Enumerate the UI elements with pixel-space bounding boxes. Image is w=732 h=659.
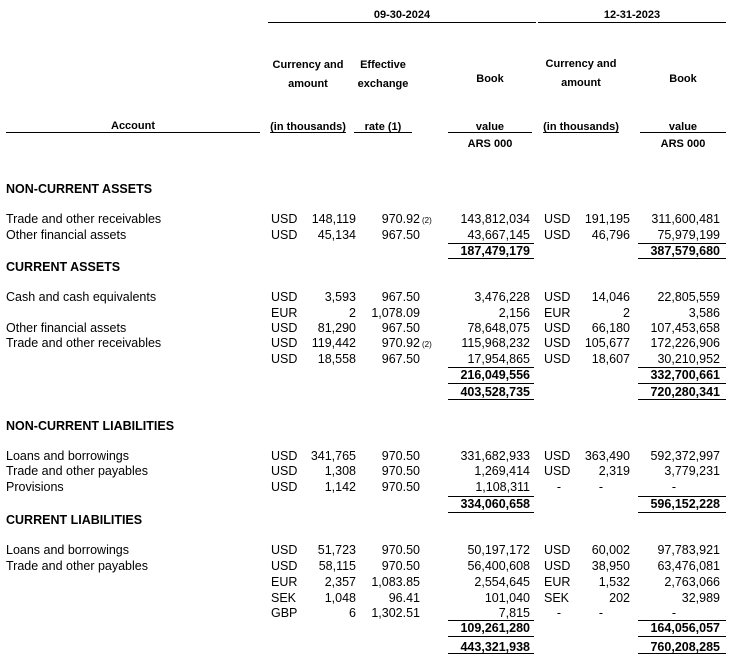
row-amount2: 202 [609, 591, 630, 605]
period1-rule [268, 22, 536, 23]
section-current-assets: CURRENT ASSETS [6, 260, 121, 274]
row-account: Loans and borrowings [6, 449, 129, 463]
rule [638, 383, 726, 384]
row-amount2: - [598, 480, 604, 494]
row-amount1: 51,723 [317, 543, 356, 557]
row-book1: 101,040 [484, 591, 530, 605]
row-account: Loans and borrowings [6, 543, 129, 557]
row-book2: 75,979,199 [657, 228, 720, 242]
row-book2: 592,372,997 [650, 449, 720, 463]
row-book1: 3,476,228 [474, 290, 530, 304]
col-rate-l2: exchange [357, 78, 409, 90]
row-book2: 22,805,559 [657, 290, 720, 304]
row-rate: 967.50 [381, 321, 420, 335]
row-book2: 30,210,952 [657, 352, 720, 366]
row-currency2: EUR [544, 575, 571, 589]
row-book1: 17,954,865 [467, 352, 530, 366]
row-book1: 7,815 [498, 606, 530, 620]
row-amount1: 58,115 [318, 559, 356, 573]
col-currency2-l2: amount [561, 77, 601, 89]
col-book-unit: ARS 000 [467, 138, 513, 150]
row-book1: 331,682,933 [460, 449, 530, 463]
row-account: Trade and other payables [6, 464, 148, 478]
total-assets-book2: 720,280,341 [650, 385, 720, 399]
rule [448, 383, 534, 384]
col-rate-l3: rate (1) [364, 121, 402, 133]
section-non-current-liabilities: NON-CURRENT LIABILITIES [6, 419, 175, 433]
row-rate: 1,083.85 [371, 575, 420, 589]
row-currency1: USD [271, 464, 298, 478]
rule [638, 258, 726, 259]
row-currency1: USD [271, 480, 298, 494]
row-currency2: USD [544, 321, 571, 335]
row-rate: 970.92 [381, 212, 420, 226]
row-book1: 1,108,311 [475, 480, 530, 494]
row-currency2: USD [544, 543, 571, 557]
row-amount1: 119,442 [311, 336, 356, 350]
row-account: Other financial assets [6, 321, 127, 335]
row-currency2: - [556, 606, 562, 620]
row-book2: 3,586 [688, 306, 720, 320]
row-account: Trade and other receivables [6, 336, 162, 350]
row-account: Provisions [6, 480, 64, 494]
row-note: (2) [422, 216, 432, 225]
col-book-l1: Book [476, 73, 504, 85]
row-rate: 970.50 [381, 464, 420, 478]
row-currency1: GBP [271, 606, 298, 620]
rule [448, 496, 534, 497]
col-currency-l2: amount [288, 78, 328, 90]
col-currency2-l3: (in thousands) [543, 121, 619, 133]
rule [448, 512, 534, 513]
col-account: Account [111, 120, 155, 132]
row-amount1: 18,558 [317, 352, 356, 366]
col-currency-l1: Currency and [272, 59, 344, 71]
row-amount2: 18,607 [591, 352, 630, 366]
row-book2: 311,600,481 [651, 212, 720, 226]
section-current-liabilities: CURRENT LIABILITIES [6, 513, 143, 527]
row-currency1: USD [271, 321, 298, 335]
row-book2: - [671, 606, 677, 620]
row-currency1: USD [271, 352, 298, 366]
row-currency2: USD [544, 228, 571, 242]
row-amount1: 2 [349, 306, 356, 320]
row-account: Trade and other payables [6, 559, 148, 573]
row-amount2: 1,532 [598, 575, 630, 589]
row-amount1: 1,048 [324, 591, 356, 605]
row-amount1: 81,290 [317, 321, 356, 335]
row-currency1: EUR [271, 575, 298, 589]
row-book1: 43,667,145 [467, 228, 530, 242]
section-non-current-assets: NON-CURRENT ASSETS [6, 182, 153, 196]
row-currency1: USD [271, 449, 298, 463]
col-rate-l1: Effective [360, 59, 406, 71]
row-amount1: 1,308 [324, 464, 356, 478]
rule [448, 636, 534, 637]
row-book2: 32,989 [681, 591, 720, 605]
row-amount2: 46,796 [591, 228, 630, 242]
rule [638, 496, 726, 497]
row-amount1: 3,593 [324, 290, 356, 304]
row-rate: 96.41 [388, 591, 420, 605]
row-rate: 970.50 [381, 480, 420, 494]
col-book-rule [448, 132, 532, 133]
row-rate: 970.92 [381, 336, 420, 350]
row-account: Trade and other receivables [6, 212, 162, 226]
rule [448, 258, 534, 259]
col-account-rule [6, 132, 260, 133]
row-currency1: USD [271, 212, 298, 226]
row-book1: 2,156 [498, 306, 530, 320]
row-currency1: USD [271, 290, 298, 304]
total-liab-book1: 443,321,938 [460, 640, 530, 654]
rule [638, 653, 726, 654]
total-nca-book2: 387,579,680 [650, 244, 720, 258]
total-ca-book1: 216,049,556 [460, 368, 530, 382]
rule [638, 620, 726, 621]
rule [448, 653, 534, 654]
rule [638, 512, 726, 513]
row-currency2: USD [544, 212, 571, 226]
row-currency1: SEK [271, 591, 297, 605]
total-nca-book1: 187,479,179 [460, 244, 530, 258]
period2-label: 12-31-2023 [603, 9, 661, 21]
row-currency1: USD [271, 336, 298, 350]
total-cl-book2: 164,056,057 [650, 621, 720, 635]
row-currency1: USD [271, 228, 298, 242]
row-book2: - [671, 480, 677, 494]
row-amount2: - [598, 606, 604, 620]
row-amount1: 2,357 [324, 575, 356, 589]
row-rate: 970.50 [381, 449, 420, 463]
row-amount1: 341,765 [310, 449, 356, 463]
row-amount2: 105,677 [584, 336, 630, 350]
col-currency-l3: (in thousands) [270, 121, 346, 133]
row-amount2: 14,046 [591, 290, 630, 304]
row-currency2: - [556, 480, 562, 494]
rule [638, 243, 726, 244]
row-rate: 967.50 [381, 228, 420, 242]
row-currency2: USD [544, 449, 571, 463]
row-amount1: 1,142 [324, 480, 356, 494]
total-ncl-book1: 334,060,658 [460, 497, 530, 511]
col-rate-rule [354, 132, 412, 133]
row-book1: 50,197,172 [467, 543, 530, 557]
row-currency2: USD [544, 464, 571, 478]
row-currency2: EUR [544, 306, 571, 320]
rule [638, 636, 726, 637]
col-book2-l2: value [668, 121, 698, 133]
total-liab-book2: 760,208,285 [650, 640, 720, 654]
row-book1: 143,812,034 [460, 212, 530, 226]
row-book1: 2,554,645 [474, 575, 530, 589]
row-book1: 115,968,232 [461, 336, 530, 350]
row-rate: 967.50 [381, 290, 420, 304]
row-currency2: USD [544, 336, 571, 350]
rule [638, 399, 726, 400]
period2-rule [538, 22, 726, 23]
row-book1: 56,400,608 [467, 559, 530, 573]
row-book1: 1,269,414 [474, 464, 530, 478]
row-book2: 97,783,921 [657, 543, 720, 557]
row-amount2: 60,002 [591, 543, 630, 557]
row-rate: 1,302.51 [371, 606, 420, 620]
total-ca-book2: 332,700,661 [650, 368, 720, 382]
row-currency1: EUR [271, 306, 298, 320]
row-amount1: 148,119 [311, 212, 356, 226]
row-currency2: USD [544, 290, 571, 304]
row-book2: 2,763,066 [664, 575, 720, 589]
row-book1: 78,648,075 [467, 321, 530, 335]
col-book2-unit: ARS 000 [660, 138, 706, 150]
col-currency2-l1: Currency and [545, 58, 617, 70]
row-amount2: 66,180 [591, 321, 630, 335]
row-account: Other financial assets [6, 228, 127, 242]
row-note: (2) [422, 340, 432, 349]
row-book2: 3,779,231 [664, 464, 720, 478]
row-account: Cash and cash equivalents [6, 290, 157, 304]
total-cl-book1: 109,261,280 [460, 621, 530, 635]
row-book2: 172,226,906 [650, 336, 720, 350]
row-rate: 967.50 [381, 352, 420, 366]
row-amount2: 191,195 [584, 212, 630, 226]
row-currency1: USD [271, 543, 298, 557]
row-amount2: 2,319 [598, 464, 630, 478]
row-rate: 970.50 [381, 559, 420, 573]
rule [448, 399, 534, 400]
row-book2: 107,453,658 [650, 321, 720, 335]
total-ncl-book2: 596,152,228 [650, 497, 720, 511]
rule [448, 243, 534, 244]
row-currency2: SEK [544, 591, 570, 605]
row-amount2: 2 [623, 306, 630, 320]
row-amount1: 45,134 [317, 228, 356, 242]
row-rate: 970.50 [381, 543, 420, 557]
col-book2-l1: Book [669, 73, 697, 85]
row-amount2: 363,490 [584, 449, 630, 463]
col-book-l2: value [475, 121, 505, 133]
row-book2: 63,476,081 [657, 559, 720, 573]
row-amount2: 38,950 [591, 559, 630, 573]
col-book2-rule [640, 132, 726, 133]
rule [638, 367, 726, 368]
row-currency2: USD [544, 352, 571, 366]
total-assets-book1: 403,528,735 [460, 385, 530, 399]
period1-label: 09-30-2024 [373, 9, 431, 21]
row-currency2: USD [544, 559, 571, 573]
row-amount1: 6 [349, 606, 356, 620]
row-currency1: USD [271, 559, 298, 573]
row-rate: 1,078.09 [371, 306, 420, 320]
rule [448, 620, 534, 621]
rule [448, 367, 534, 368]
